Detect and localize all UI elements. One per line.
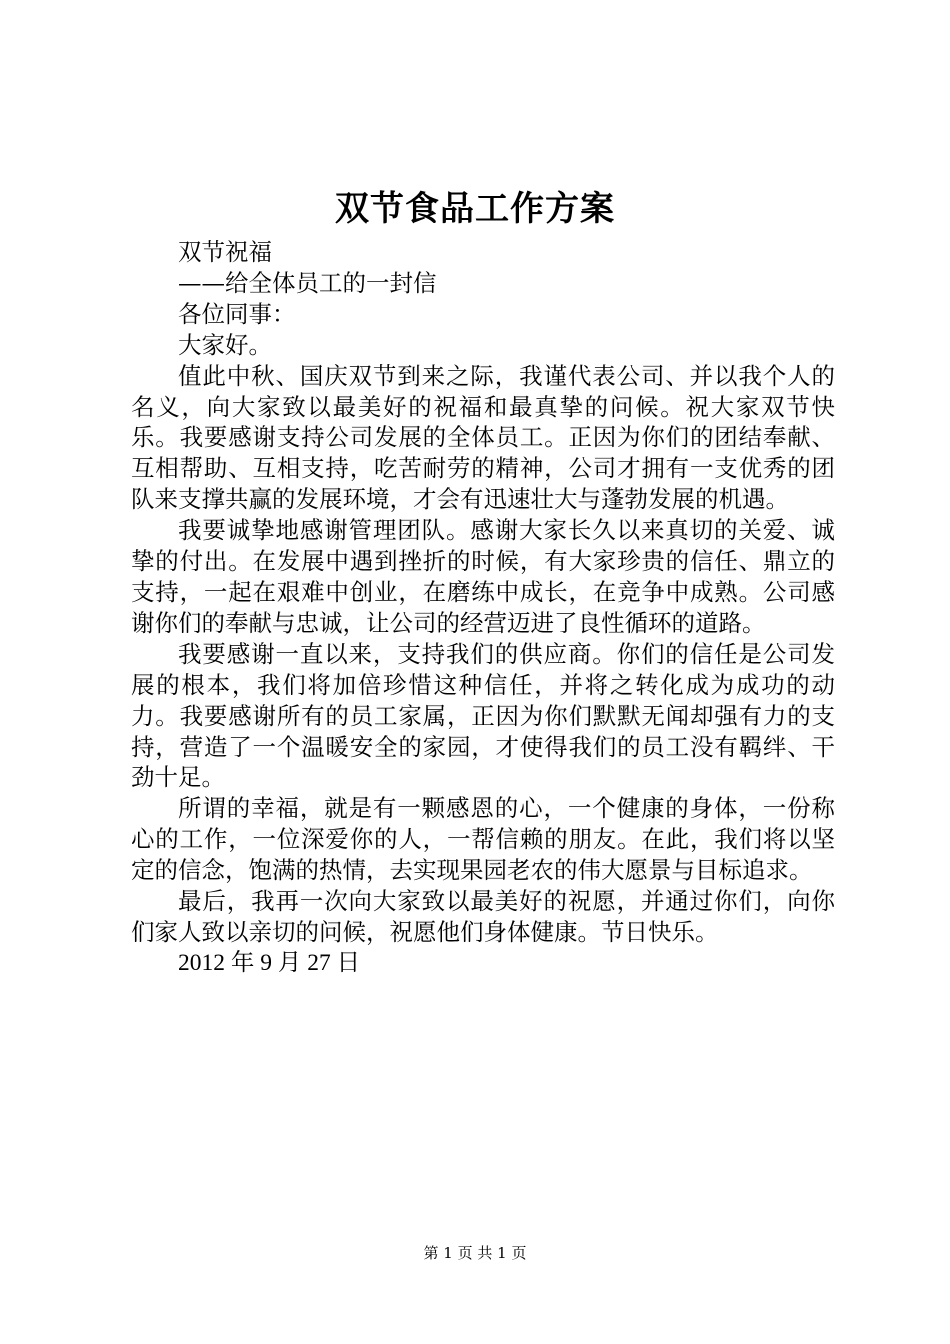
paragraph-5: 最后，我再一次向大家致以最美好的祝愿，并通过你们，向你们家人致以亲切的问候，祝愿他们身体健康。节日快乐。 — [131, 887, 835, 946]
paragraph-4: 所谓的幸福，就是有一颗感恩的心，一个健康的身体，一份称心的工作，一位深爱你的人，一帮信赖的朋友。在此，我们将以坚定的信念，饱满的热情，去实现果园老农的伟大愿景与目标追求。 — [131, 794, 835, 885]
document-title: 双节食品工作方案 — [335, 189, 615, 229]
paragraph-3: 我要感谢一直以来，支持我们的供应商。你们的信任是公司发展的根本，我们将加倍珍惜这种信任，并将之转化成为成功的动力。我要感谢所有的员工家属，正因为你们默默无闻却强有力的支持，营造了一个温暖安全的家园，才使得我们的员工没有羁绊、干劲十足。 — [131, 639, 835, 792]
letter-date: 2012 年 9 月 27 日 — [178, 949, 361, 976]
salutation: 各位同事： — [178, 299, 296, 328]
paragraph-1: 值此中秋、国庆双节到来之际，我谨代表公司、并以我个人的名义，向大家致以最美好的祝福和最真挚的问候。祝大家双节快乐。我要感谢支持公司发展的全体员工。正因为你们的团结奉献、互相帮助、互相支持，吃苦耐劳的精神，公司才拥有一支优秀的团队来支撑共赢的发展环境，才会有迅速壮大与蓬勃发展的机遇。 — [131, 361, 835, 514]
page-footer: 第 1 页 共 1 页 — [423, 1244, 527, 1262]
letter-body — [131, 237, 835, 979]
paragraph-2: 我要诚挚地感谢管理团队。感谢大家长久以来真切的关爱、诚挚的付出。在发展中遇到挫折的时候，有大家珍贵的信任、鼎立的支持，一起在艰难中创业，在磨练中成长，在竞争中成熟。公司感谢你们的奉献与忠诚，让公司的经营迈进了良性循环的道路。 — [131, 516, 835, 637]
letter-heading: 双节祝福 — [178, 238, 272, 266]
letter-subheading: ——给全体员工的一封信 — [178, 268, 437, 297]
greeting: 大家好。 — [178, 330, 272, 359]
